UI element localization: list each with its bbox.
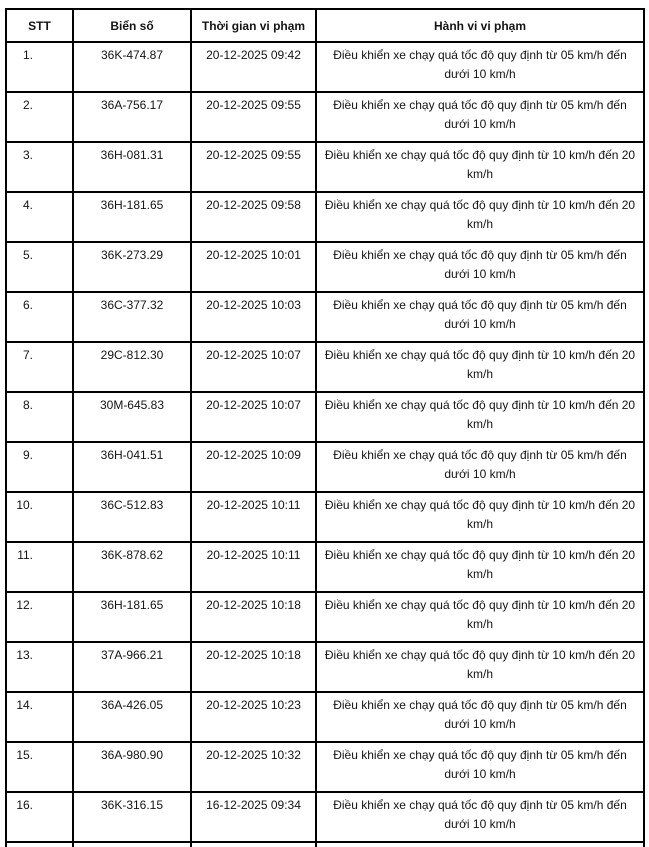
stt-cell [6, 142, 73, 192]
column-header-plate: Biển số [73, 9, 191, 42]
violation-cell: Điều khiển xe chạy quá tốc độ quy định từ 10 km/h đến 20 km/h [316, 592, 644, 642]
table-row [6, 442, 644, 492]
table-row [6, 242, 644, 292]
stt-number: 15. [16, 748, 33, 762]
stt-cell [6, 542, 73, 592]
stt-number: 12. [16, 598, 33, 612]
plate-cell: 30M-645.83 [73, 392, 191, 442]
plate-cell: 36K-878.62 [73, 542, 191, 592]
plate-cell: 36C-512.83 [73, 492, 191, 542]
violation-cell: Điều khiển xe chạy quá tốc độ quy định từ 10 km/h đến 20 km/h [316, 342, 644, 392]
table-row [6, 742, 644, 792]
plate-cell: 29C-812.30 [73, 342, 191, 392]
plate-cell: 36A-980.90 [73, 742, 191, 792]
stt-cell [6, 592, 73, 642]
stt-cell [6, 242, 73, 292]
violation-table-header [6, 9, 644, 42]
plate-cell: 36A-756.17 [73, 92, 191, 142]
stt-number: 16. [16, 798, 33, 812]
stt-number: 4. [22, 198, 33, 212]
table-row [6, 642, 644, 692]
violation-cell: Điều khiển xe chạy quá tốc độ quy định từ 10 km/h đến 20 km/h [316, 492, 644, 542]
time-cell: 16-12-2025 09:34 [191, 792, 316, 842]
stt-cell [6, 292, 73, 342]
time-cell: 20-12-2025 09:55 [191, 142, 316, 192]
stt-cell [6, 642, 73, 692]
stt-number: 6. [22, 298, 33, 312]
violation-cell: Điều khiển xe chạy quá tốc độ quy định từ 05 km/h đến dưới 10 km/h [316, 292, 644, 342]
stt-number: 3. [22, 148, 33, 162]
table-row [6, 492, 644, 542]
stt-number: 1. [22, 48, 33, 62]
violation-cell: Điều khiển xe chạy quá tốc độ quy định từ 05 km/h đến dưới 10 km/h [316, 42, 644, 92]
table-row [6, 342, 644, 392]
time-cell: 20-12-2025 10:07 [191, 392, 316, 442]
violation-cell: Điều khiển xe chạy quá tốc độ quy định từ 05 km/h đến dưới 10 km/h [316, 742, 644, 792]
time-cell: 20-12-2025 10:18 [191, 642, 316, 692]
violation-cell [316, 842, 644, 847]
plate-cell: 36H-041.51 [73, 442, 191, 492]
header-row [6, 9, 644, 42]
stt-number: 5. [22, 248, 33, 262]
violation-table-body [6, 42, 644, 847]
time-cell [191, 842, 316, 847]
time-cell: 20-12-2025 10:09 [191, 442, 316, 492]
plate-cell: 36H-181.65 [73, 592, 191, 642]
stt-number: 14. [16, 698, 33, 712]
stt-number: 8. [22, 398, 33, 412]
violation-cell: Điều khiển xe chạy quá tốc độ quy định từ 10 km/h đến 20 km/h [316, 142, 644, 192]
time-cell: 20-12-2025 09:42 [191, 42, 316, 92]
plate-cell: 36C-377.32 [73, 292, 191, 342]
plate-cell: 36K-474.87 [73, 42, 191, 92]
stt-cell [6, 442, 73, 492]
table-row [6, 792, 644, 842]
stt-cell [6, 842, 73, 847]
column-header-time: Thời gian vi phạm [191, 9, 316, 42]
stt-number: 11. [17, 548, 33, 562]
plate-cell: 36A-426.05 [73, 692, 191, 742]
stt-number: 2. [22, 98, 33, 112]
stt-number: 9. [22, 448, 33, 462]
stt-cell [6, 492, 73, 542]
violation-cell: Điều khiển xe chạy quá tốc độ quy định từ 10 km/h đến 20 km/h [316, 192, 644, 242]
table-row [6, 42, 644, 92]
time-cell: 20-12-2025 10:32 [191, 742, 316, 792]
table-row [6, 592, 644, 642]
column-header-stt: STT [6, 9, 73, 42]
time-cell: 20-12-2025 10:03 [191, 292, 316, 342]
violation-cell: Điều khiển xe chạy quá tốc độ quy định từ 05 km/h đến dưới 10 km/h [316, 442, 644, 492]
table-row [6, 392, 644, 442]
violation-cell: Điều khiển xe chạy quá tốc độ quy định từ 10 km/h đến 20 km/h [316, 542, 644, 592]
violation-cell: Điều khiển xe chạy quá tốc độ quy định từ 05 km/h đến dưới 10 km/h [316, 242, 644, 292]
stt-cell [6, 42, 73, 92]
stt-cell [6, 792, 73, 842]
stt-cell [6, 92, 73, 142]
time-cell: 20-12-2025 10:11 [191, 542, 316, 592]
table-row [6, 692, 644, 742]
violation-cell: Điều khiển xe chạy quá tốc độ quy định từ 10 km/h đến 20 km/h [316, 392, 644, 442]
table-row [6, 192, 644, 242]
table-row [6, 142, 644, 192]
stt-cell [6, 692, 73, 742]
stt-cell [6, 192, 73, 242]
stt-cell [6, 742, 73, 792]
stt-cell [6, 342, 73, 392]
table-row [6, 92, 644, 142]
plate-cell: 36H-181.65 [73, 192, 191, 242]
stt-number: 7. [22, 348, 33, 362]
violation-cell: Điều khiển xe chạy quá tốc độ quy định từ 10 km/h đến 20 km/h [316, 642, 644, 692]
plate-cell: 36K-273.29 [73, 242, 191, 292]
violation-cell: Điều khiển xe chạy quá tốc độ quy định từ 05 km/h đến dưới 10 km/h [316, 792, 644, 842]
violation-cell: Điều khiển xe chạy quá tốc độ quy định từ 05 km/h đến dưới 10 km/h [316, 692, 644, 742]
time-cell: 20-12-2025 09:58 [191, 192, 316, 242]
time-cell: 20-12-2025 10:01 [191, 242, 316, 292]
stt-cell [6, 392, 73, 442]
plate-cell: 37A-966.21 [73, 642, 191, 692]
time-cell: 20-12-2025 09:55 [191, 92, 316, 142]
table-row [6, 542, 644, 592]
stt-number: 10. [16, 498, 33, 512]
table-row [6, 292, 644, 342]
time-cell: 20-12-2025 10:11 [191, 492, 316, 542]
plate-cell [73, 842, 191, 847]
plate-cell: 36H-081.31 [73, 142, 191, 192]
violation-table [5, 8, 645, 847]
column-header-violation: Hành vi vi phạm [316, 9, 644, 42]
time-cell: 20-12-2025 10:07 [191, 342, 316, 392]
stt-number: 13. [16, 648, 33, 662]
partial-row [6, 842, 644, 847]
violation-cell: Điều khiển xe chạy quá tốc độ quy định từ 05 km/h đến dưới 10 km/h [316, 92, 644, 142]
time-cell: 20-12-2025 10:23 [191, 692, 316, 742]
time-cell: 20-12-2025 10:18 [191, 592, 316, 642]
plate-cell: 36K-316.15 [73, 792, 191, 842]
